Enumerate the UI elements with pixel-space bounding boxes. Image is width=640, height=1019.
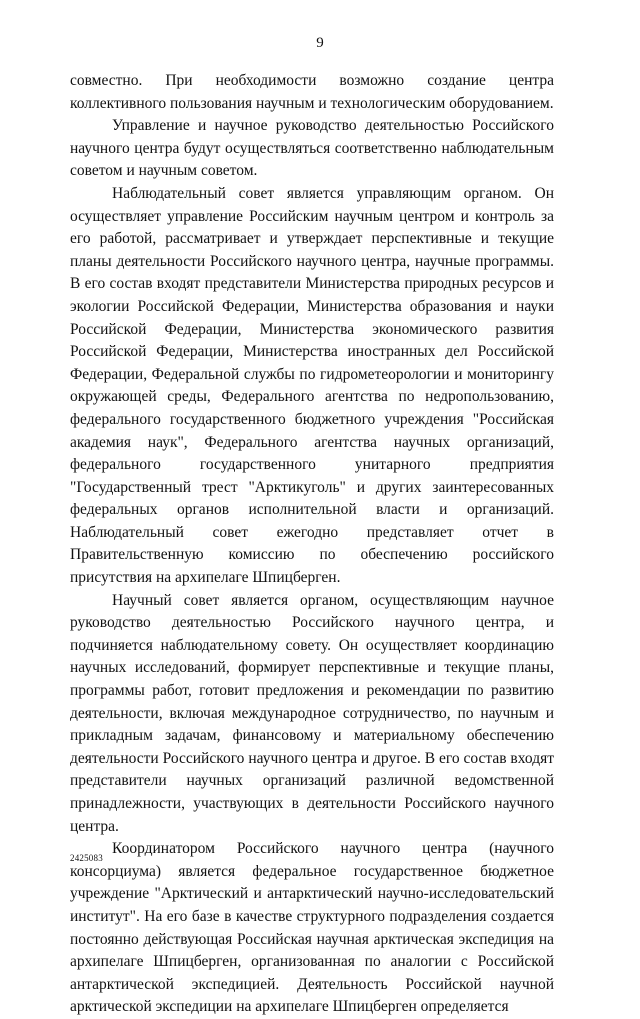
paragraph-scientific-council: Научный совет является органом, осуществляющим научное руководство деятельностью Российского научного центра, и подчиняется наблюдательному совету. Он осуществляет координацию научных исследований, формирует перспективные и текущие планы, программы работ, готовит предложения и рекомендации по развитию деятельности, включая международное сотрудничество, по научным и прикладным задачам, финансовому и материальному обеспечению деятельности Российского научного центра и другое. В его состав входят представители научных организаций различной ведомственной принадлежности, участвующих в деятельности Российского научного центра.: [70, 591, 554, 835]
paragraph-coordinator: Координатором Российского научного центра (научного консорциума) является федеральное государственное бюджетное учреждение "Арктический и антарктический научно-исследовательский институт". На его базе в качестве структурного подразделения создается постоянно действующая Российская научная арктическая экспедиция на архипелаге Шпицберген, организованная по аналогии с Российской антарктической экспедицией. Деятельность Российской научной арктической экспедиции на архипелаге Шпицберген определяется: [70, 840, 554, 1016]
paragraph-supervisory-board: Наблюдательный совет является управляющим органом. Он осуществляет управление Российским научным центром и контроль за его работой, рассматривает и утверждает перспективные и текущие планы деятельности Российского научного центра, научные программы. В его состав входят представители Министерства природных ресурсов и экологии Российской Федерации, Министерства образования и науки Российской Федерации, Министерства экономического развития Российской Федерации, Министерства иностранных дел Российской Федерации, Федеральной службы по гидрометеорологии и мониторингу окружающей среды, Федерального агентства по недропользованию, федерального государственного бюджетного учреждения "Российская академия наук", Федерального агентства научных организаций, федерального государственного унитарного предприятия "Государственный трест "Арктикуголь" и других заинтересованных федеральных органов исполнительной власти и организаций. Наблюдательный совет ежегодно представляет отчет в Правительственную комиссию по обеспечению российского присутствия на архипелаге Шпицберген.: [70, 184, 554, 587]
document-body: [70, 70, 554, 1019]
page-number: 9: [316, 35, 324, 51]
paragraph-management: Управление и научное руководство деятельностью Российского научного центра будут осуществляться соответственно наблюдательным советом и научным советом.: [70, 117, 554, 180]
paragraph-continuation: совместно. При необходимости возможно создание центра коллективного пользования научным и технологическим оборудованием.: [70, 72, 554, 112]
document-id: 2425083: [70, 853, 103, 863]
